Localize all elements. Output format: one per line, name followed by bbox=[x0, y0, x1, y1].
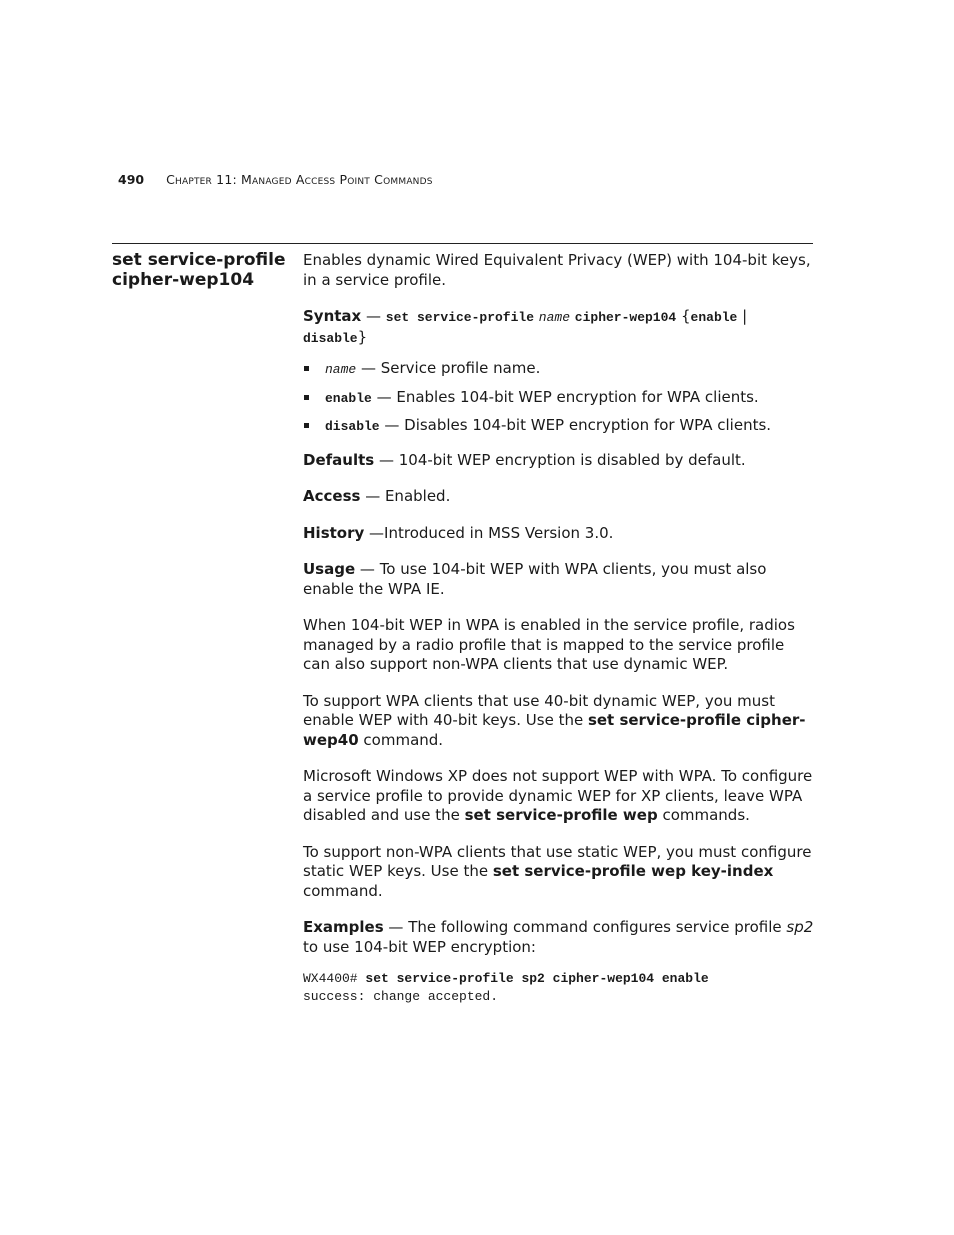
history-paragraph bbox=[303, 524, 815, 544]
usage-label: Usage bbox=[303, 560, 356, 578]
list-item bbox=[303, 359, 815, 380]
parameter-list bbox=[303, 359, 815, 437]
defaults-text: — 104-bit WEP encryption is disabled by default. bbox=[374, 450, 746, 469]
usage-paragraph-2: When 104-bit WEP in WPA is enabled in the service profile, radios managed by a radio profile that is mapped to the service profile can also support non-WPA clients that use dynamic WEP. bbox=[303, 616, 795, 673]
page-number: 490 bbox=[118, 172, 145, 187]
syntax-open-brace: { bbox=[681, 307, 691, 325]
bullet-icon bbox=[304, 395, 309, 400]
list-item bbox=[303, 388, 815, 409]
usage-paragraph-3 bbox=[303, 692, 815, 751]
examples-profile: sp2 bbox=[786, 918, 814, 936]
usage-p5-command: set service-profile wep key-index bbox=[492, 862, 774, 880]
usage-paragraph-4 bbox=[303, 767, 815, 826]
syntax-paragraph bbox=[303, 307, 815, 348]
examples-text: — The following command configures service profile bbox=[383, 918, 787, 936]
syntax-pipe: | bbox=[737, 307, 748, 325]
usage-p3-text: To support WPA clients that use 40-bit dynamic WEP, you must enable WEP with 40-bit keys. Use the bbox=[303, 691, 775, 729]
examples-paragraph bbox=[303, 918, 815, 957]
param-desc: — Enables 104-bit WEP encryption for WPA clients. bbox=[371, 387, 759, 406]
syntax-disable: disable bbox=[303, 330, 358, 346]
code-line-output: success: change accepted. bbox=[303, 989, 499, 1004]
chapter-title: Chapter 11: Managed Access Point Commands bbox=[166, 172, 433, 187]
section-body bbox=[303, 251, 815, 1006]
param-term: disable bbox=[325, 419, 380, 434]
usage-p5-tail: command. bbox=[303, 881, 383, 900]
syntax-command-2: cipher-wep104 bbox=[574, 310, 677, 325]
param-desc: — Service profile name. bbox=[356, 359, 541, 377]
code-example bbox=[303, 970, 815, 1006]
param-term: name bbox=[325, 362, 357, 377]
syntax-name-arg: name bbox=[538, 310, 571, 325]
examples-text-tail: to use 104-bit WEP encryption: bbox=[303, 937, 536, 956]
syntax-close-brace: } bbox=[357, 327, 368, 346]
syntax-enable: enable bbox=[690, 310, 738, 325]
code-command: set service-profile sp2 cipher-wep104 enable bbox=[365, 971, 709, 986]
syntax-label: Syntax bbox=[303, 307, 362, 325]
param-term: enable bbox=[325, 390, 372, 406]
section-title bbox=[112, 250, 292, 290]
defaults-label: Defaults bbox=[303, 450, 375, 469]
examples-label: Examples bbox=[303, 918, 384, 936]
section-title-line1: set service-profile bbox=[112, 250, 286, 270]
intro-paragraph: Enables dynamic Wired Equivalent Privacy (WEP) with 104-bit keys, in a service profile. bbox=[303, 251, 811, 289]
bullet-icon bbox=[304, 366, 309, 371]
usage-p4-text: Microsoft Windows XP does not support WEP with WPA. To configure a service profile to provide dynamic WEP for XP clients, leave WPA disabled and use the bbox=[303, 767, 813, 824]
syntax-command: set service-profile bbox=[385, 310, 535, 325]
code-prompt: WX4400# bbox=[303, 971, 366, 986]
usage-paragraph-5 bbox=[303, 843, 815, 902]
history-label: History bbox=[303, 523, 365, 542]
usage-text: — To use 104-bit WEP with WPA clients, you must also enable the WPA IE. bbox=[303, 560, 767, 598]
usage-p4-command: set service-profile wep bbox=[464, 806, 658, 824]
access-label: Access bbox=[303, 487, 361, 505]
usage-p3-tail: command. bbox=[358, 730, 444, 749]
code-line-command bbox=[303, 970, 815, 988]
syntax-dash: — bbox=[361, 307, 386, 325]
param-desc: — Disables 104-bit WEP encryption for WPA clients. bbox=[379, 416, 772, 434]
list-item bbox=[303, 416, 815, 437]
usage-p4-tail: commands. bbox=[657, 806, 750, 824]
access-paragraph bbox=[303, 487, 815, 507]
page-header bbox=[118, 172, 433, 187]
section-title-line2: cipher-wep104 bbox=[112, 270, 255, 290]
defaults-paragraph bbox=[303, 451, 815, 471]
usage-paragraph bbox=[303, 560, 815, 599]
usage-p5-text: To support non-WPA clients that use static WEP, you must configure static WEP keys. Use the bbox=[303, 842, 812, 880]
section-divider bbox=[112, 243, 813, 244]
usage-p3-command: set service-profile cipher-wep40 bbox=[303, 711, 806, 749]
bullet-icon bbox=[304, 423, 309, 428]
access-text: — Enabled. bbox=[360, 487, 451, 505]
history-text: —Introduced in MSS Version 3.0. bbox=[364, 523, 614, 542]
